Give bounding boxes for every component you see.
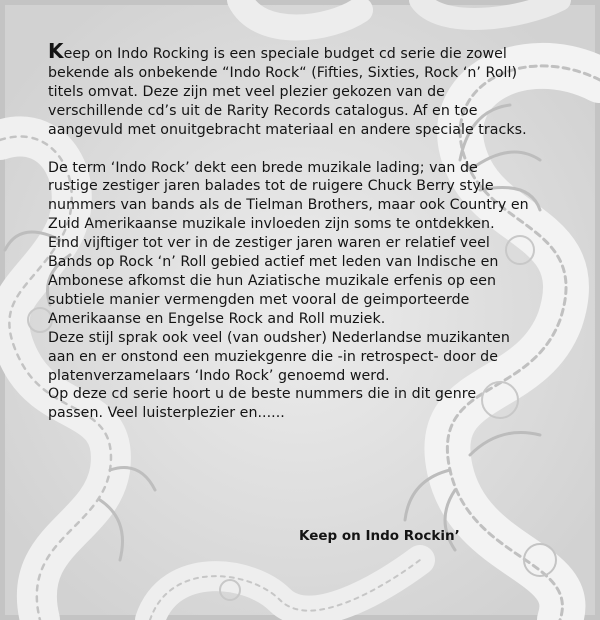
paragraph-2-line: rustige zestiger jaren balades tot de ruigere Chuck Berry style — [48, 178, 494, 195]
paragraph-2-line: De term ‘Indo Rock’ dekt een brede muzikale lading; van de — [48, 159, 478, 176]
paragraph-2-line: passen. Veel luisterplezier en...... — [48, 405, 285, 422]
paragraph-2-line: Ambonese afkomst die hun Aziatische muzikale erfenis op een — [48, 272, 497, 289]
paragraph-2-line: platenverzamelaars ‘Indo Rock’ genoemd werd. — [48, 367, 390, 384]
signoff: Keep on Indo Rockin’ — [299, 528, 460, 544]
paragraph-2-line: Op deze cd serie hoort u de beste nummers die in dit genre — [48, 386, 477, 403]
paragraph-2-line: aan en er onstond een muziekgenre die -in retrospect- door de — [48, 348, 498, 365]
paragraph-2-line: Bands op Rock ‘n’ Roll gebied actief met leden van Indische en — [48, 254, 499, 271]
paragraph-2-line: nummers van bands als de Tielman Brothers, maar ook Country en — [48, 197, 529, 214]
intro-text — [48, 39, 588, 423]
paragraph-2-line: subtiele manier vermengden met vooral de geimporteerde — [48, 291, 470, 308]
paragraph-1-line: titels omvat. Deze zijn met veel plezier gekozen van de — [48, 83, 445, 100]
paragraph-1-line: verschillende cd’s uit de Rarity Records catalogus. Af en toe — [48, 102, 478, 119]
paragraph-2-line: Deze stijl sprak ook veel (van oudsher) Nederlandse muzikanten — [48, 329, 510, 346]
paragraph-1-line: bekende als onbekende “Indo Rock“ (Fifties, Sixties, Rock ‘n’ Roll) — [48, 64, 518, 81]
paragraph-gap — [48, 140, 588, 159]
paragraph-1-line: Keep on Indo Rocking is een speciale budget cd serie die zowel — [48, 39, 507, 63]
paragraph-2-line: Zuid Amerikaanse muzikale invloeden zijn soms te ontdekken. — [48, 216, 495, 233]
drop-cap: K — [48, 39, 64, 63]
paragraph-2-line: Eind vijftiger tot ver in de zestiger jaren waren er relatief veel — [48, 235, 490, 252]
paragraph-2-line: Amerikaanse en Engelse Rock and Roll muziek. — [48, 310, 386, 327]
paragraph-1-line: aangevuld met onuitgebracht materiaal en andere speciale tracks. — [48, 121, 527, 138]
